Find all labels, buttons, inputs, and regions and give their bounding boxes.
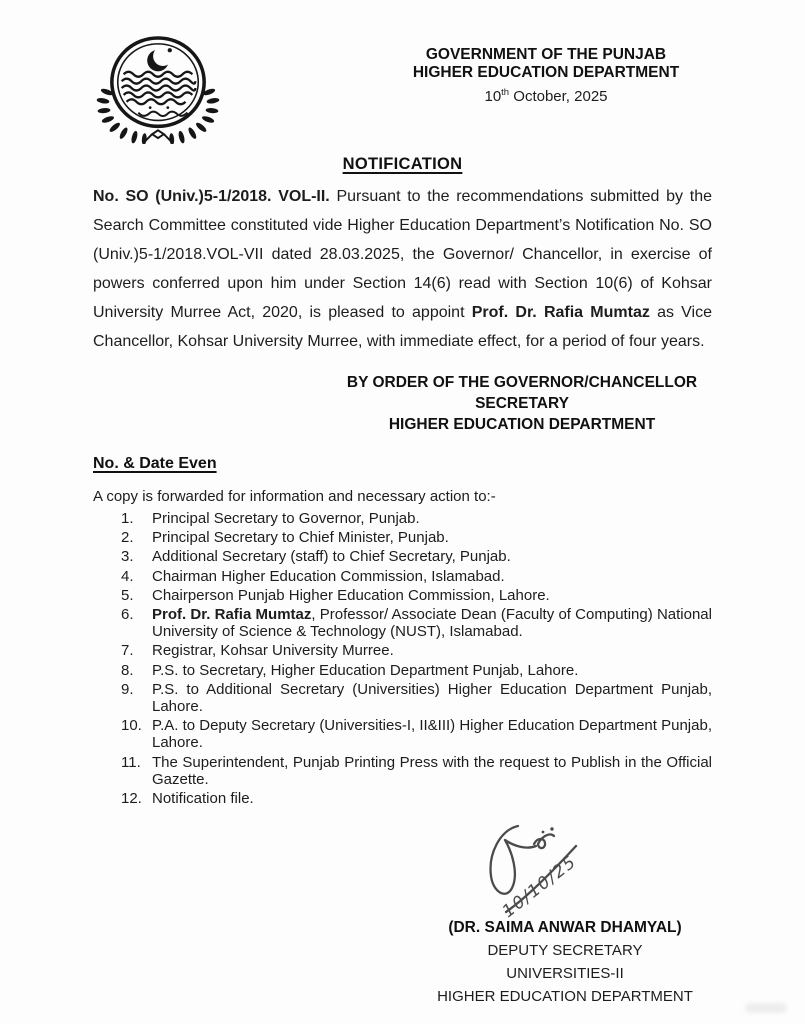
list-item: 10. P.A. to Deputy Secretary (Universities-I, II&III) Higher Education Department Punjab, Lahore. <box>121 717 712 752</box>
by-order-block <box>332 372 712 435</box>
list-item: 7. Registrar, Kohsar University Murree. <box>121 642 394 660</box>
list-item: 1. Principal Secretary to Governor, Punjab. <box>121 510 420 527</box>
signatory-name: (DR. SAIMA ANWAR DHAMYAL) <box>448 919 682 936</box>
list-item-number: 12. <box>121 790 142 808</box>
forward-list <box>93 510 712 807</box>
list-item: 5. Chairperson Punjab Higher Education Commission, Lahore. <box>121 586 550 604</box>
list-item: 8. P.S. to Secretary, Higher Education Department Punjab, Lahore. <box>121 661 579 679</box>
signatory-title: DEPUTY SECRETARY <box>487 942 643 959</box>
list-item-number: 5. <box>121 586 134 604</box>
list-item: 2. Principal Secretary to Chief Minister, Punjab. <box>121 529 449 547</box>
list-item-number: 2. <box>121 529 134 547</box>
notification-title: NOTIFICATION <box>342 155 463 173</box>
list-item: 4. Chairman Higher Education Commission, Islamabad. <box>121 567 505 585</box>
list-item: 11. The Superintendent, Punjab Printing Press with the request to Publish in the Official Gazette. <box>121 753 712 788</box>
list-item-number: 3. <box>121 548 134 566</box>
list-item: 9. P.S. to Additional Secretary (Universities) Higher Education Department Punjab, Lahore. <box>121 680 712 716</box>
list-item: 12. Notification file. <box>121 790 254 808</box>
signature-handwritten-date: 10/10/25 <box>498 851 581 922</box>
punjab-crest-logo <box>93 36 223 144</box>
list-item-number: 9. <box>121 680 134 698</box>
signature-scribble-icon <box>478 820 628 925</box>
signatory-block <box>405 916 725 1008</box>
letterhead-government: GOVERNMENT OF THE PUNJAB <box>425 46 667 63</box>
list-item: 3. Additional Secretary (staff) to Chief Secretary, Punjab. <box>121 548 511 566</box>
list-item-number: 6. <box>121 606 134 624</box>
signatory-department: HIGHER EDUCATION DEPARTMENT <box>437 988 693 1005</box>
list-item-number: 10. <box>121 717 142 735</box>
endorsement-heading: No. & Date Even <box>93 455 217 472</box>
appointee-name: Prof. Dr. Rafia Mumtaz <box>471 304 650 321</box>
document-header <box>93 36 712 146</box>
list-item: 6. Prof. Dr. Rafia Mumtaz, Professor/ Associate Dean (Faculty of Computing) National University of Science & Technology (NUST), Islamabad. <box>121 606 712 641</box>
by-order-secretary: SECRETARY <box>475 395 569 412</box>
by-order-line: BY ORDER OF THE GOVERNOR/CHANCELLOR <box>346 374 698 391</box>
list-item-number: 8. <box>121 661 134 679</box>
date-ordinal-suffix: th <box>501 87 510 98</box>
letterhead-block <box>396 36 696 106</box>
list-item-number: 11. <box>121 753 141 771</box>
letterhead-date: 10th October, 2025 <box>484 87 608 105</box>
by-order-department: HIGHER EDUCATION DEPARTMENT <box>388 416 656 433</box>
list-item-number: 1. <box>121 510 134 527</box>
list-item-number: 7. <box>121 642 134 660</box>
endorsement-intro: A copy is forwarded for information and necessary action to:- <box>93 488 496 505</box>
appointee-name-copy: Prof. Dr. Rafia Mumtaz <box>152 606 312 624</box>
reference-number: No. SO (Univ.)5-1/2018. VOL-II. <box>93 188 330 205</box>
letterhead-department: HIGHER EDUCATION DEPARTMENT <box>412 63 680 81</box>
signature-area <box>478 820 628 925</box>
signatory-section: UNIVERSITIES-II <box>506 965 624 982</box>
scan-smudge <box>745 1003 787 1013</box>
body-paragraph: No. SO (Univ.)5-1/2018. VOL-II. Pursuant to the recommendations submitted by the Search Committee constituted vide Higher Education Department’s Notification No. SO (Univ.)5-1/2018.VOL-VII dated 28.03.2025, the Governor/ Chancellor, in exercise of powers conferred upon him under Section 14(6) read with Section 10(6) of Kohsar University Murree Act, 2020, is pleased to appoint Prof. Dr. Rafia Mumtaz as Vice Chancellor, Kohsar University Murree, with immediate effect, for a period of four years. <box>93 188 713 350</box>
list-item-number: 4. <box>121 567 134 585</box>
